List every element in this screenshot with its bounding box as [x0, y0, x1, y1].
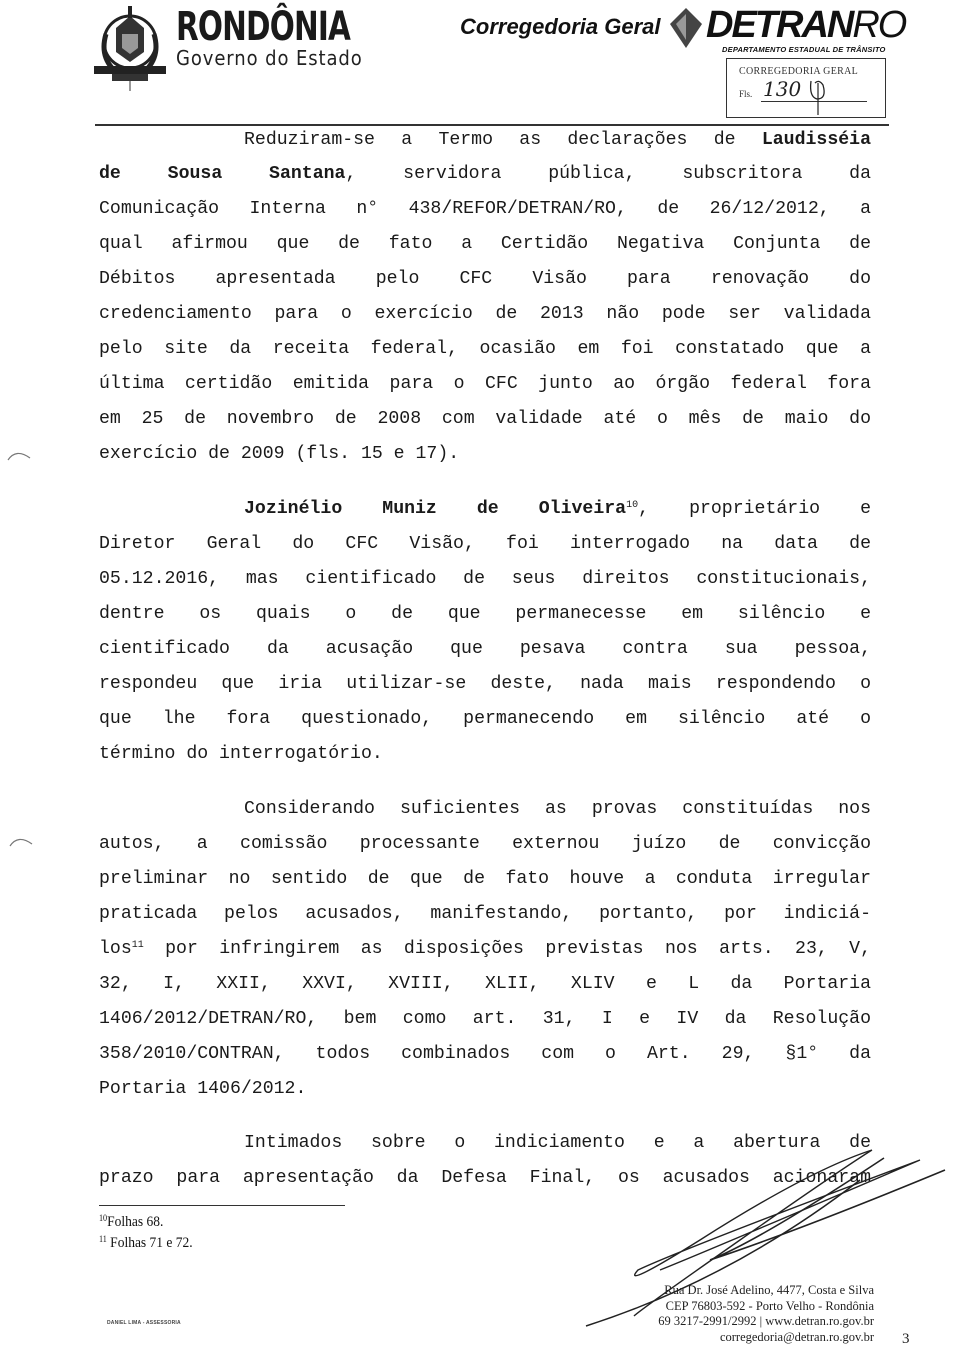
stamp-initial-mark	[805, 77, 831, 117]
stamp-fls-label: Fls.	[739, 89, 753, 99]
paragraph-line: preliminar no sentido de que de fato houve a conduta irregular	[99, 869, 871, 889]
paragraph-line: Diretor Geral do CFC Visão, foi interrogado na data de	[99, 534, 871, 554]
page-number: 3	[902, 1331, 910, 1347]
footer-address	[658, 1283, 874, 1345]
paragraph-line: término do interrogatório.	[99, 744, 383, 764]
footnote-divider	[99, 1205, 345, 1206]
header-divider	[95, 124, 889, 126]
paragraph-line: Débitos apresentada pelo CFC Visão para renovação do	[99, 269, 871, 289]
paragraph-line: Intimados sobre o indiciamento e a abertura de	[244, 1133, 871, 1153]
paragraph-line: em 25 de novembro de 2008 com validade até o mês de maio do	[99, 409, 871, 429]
state-name: RONDÔNIA	[176, 4, 351, 50]
paragraph-line: última certidão emitida para o CFC junto ao órgão federal fora	[99, 374, 871, 394]
page-stamp	[726, 58, 886, 118]
agency-logo	[706, 4, 905, 47]
paragraph-line: 358/2010/CONTRAN, todos combinados com o Art. 29, §1° da	[99, 1044, 871, 1064]
typist-initials: DANIEL LIMA - ASSESSORIA	[107, 1320, 181, 1326]
paragraph-line: que lhe fora questionado, permanecendo em silêncio até o	[99, 709, 871, 729]
paragraph-line: Jozinélio Muniz de Oliveira$^{10}$, proprietário e	[244, 499, 872, 519]
state-coat-of-arms-icon	[92, 4, 168, 92]
paragraph-line: Portaria 1406/2012.	[99, 1079, 307, 1099]
paragraph-line: prazo para apresentação da Defesa Final, os acusados acionaram	[99, 1168, 871, 1188]
paragraph-line: pelo site da receita federal, ocasião em foi constatado que a	[99, 339, 871, 359]
paragraph-line: Considerando suficientes as provas constituídas nos	[244, 799, 871, 819]
paragraph-line: 32, I, XXII, XXVI, XVIII, XLII, XLIV e L da Portaria	[99, 974, 871, 994]
agency-logo-main: DETRAN	[706, 4, 853, 46]
address-line: corregedoria@detran.ro.gov.br	[719, 1329, 874, 1344]
paragraph-line: Reduziram-se a Termo as declarações de Laudisséia	[244, 130, 871, 150]
footnote: $^{10}$Folhas 68.	[99, 1213, 164, 1230]
margin-check-mark-icon	[6, 448, 32, 462]
paragraph-line: praticada pelos acusados, manifestando, portanto, por indiciá-	[99, 904, 871, 924]
paragraph-line: credenciamento para o exercício de 2013 não pode ser validada	[99, 304, 871, 324]
office-title: Corregedoria Geral	[460, 14, 661, 39]
agency-full-name: DEPARTAMENTO ESTADUAL DE TRÂNSITO	[722, 45, 886, 54]
paragraph-line: cientificado da acusação que pesava contra sua pessoa,	[99, 639, 871, 659]
paragraph-line: qual afirmou que de fato a Certidão Negativa Conjunta de	[99, 234, 871, 254]
state-subtitle: Governo do Estado	[176, 46, 363, 70]
margin-check-mark-icon	[8, 834, 34, 848]
address-line: CEP 76803-592 - Porto Velho - Rondônia	[665, 1298, 874, 1313]
defendant-name: Jozinélio Muniz de Oliveira	[244, 499, 627, 519]
stamp-page-number: 130	[763, 77, 802, 101]
footnote-ref: 10	[626, 500, 639, 511]
paragraph-line: de Sousa Santana, servidora pública, subscritora da	[99, 164, 872, 184]
address-line: Rua Dr. José Adelino, 4477, Costa e Silva	[664, 1283, 874, 1297]
paragraph-line: 1406/2012/DETRAN/RO, bem como art. 31, I e IV da Resolução	[99, 1009, 871, 1029]
witness-name: Laudisséia	[761, 130, 871, 150]
address-line: 69 3217-2991/2992 | www.detran.ro.gov.br	[658, 1314, 874, 1328]
paragraph-line: respondeu que iria utilizar-se deste, nada mais respondendo o	[99, 674, 871, 694]
footnote: $^{11}$ Folhas 71 e 72.	[99, 1234, 193, 1251]
paragraph-line: 05.12.2016, mas cientificado de seus direitos constitucionais,	[99, 569, 871, 589]
paragraph-line: Comunicação Interna n° 438/REFOR/DETRAN/RO, de 26/12/2012, a	[99, 199, 871, 219]
agency-logo-suffix: RO	[852, 4, 906, 46]
footnote-ref: 11	[131, 940, 144, 951]
paragraph-line: los$^{11}$ por infringirem as disposições previstas nos arts. 23, V,	[99, 939, 871, 959]
detran-logo-icon	[668, 6, 704, 50]
paragraph-line: exercício de 2009 (fls. 15 e 17).	[99, 444, 460, 464]
stamp-title: CORREGEDORIA GERAL	[739, 66, 859, 77]
paragraph-line: dentre os quais o de que permanecesse em silêncio e	[99, 604, 871, 624]
paragraph-line: autos, a comissão processante externou juízo de convicção	[99, 834, 871, 854]
